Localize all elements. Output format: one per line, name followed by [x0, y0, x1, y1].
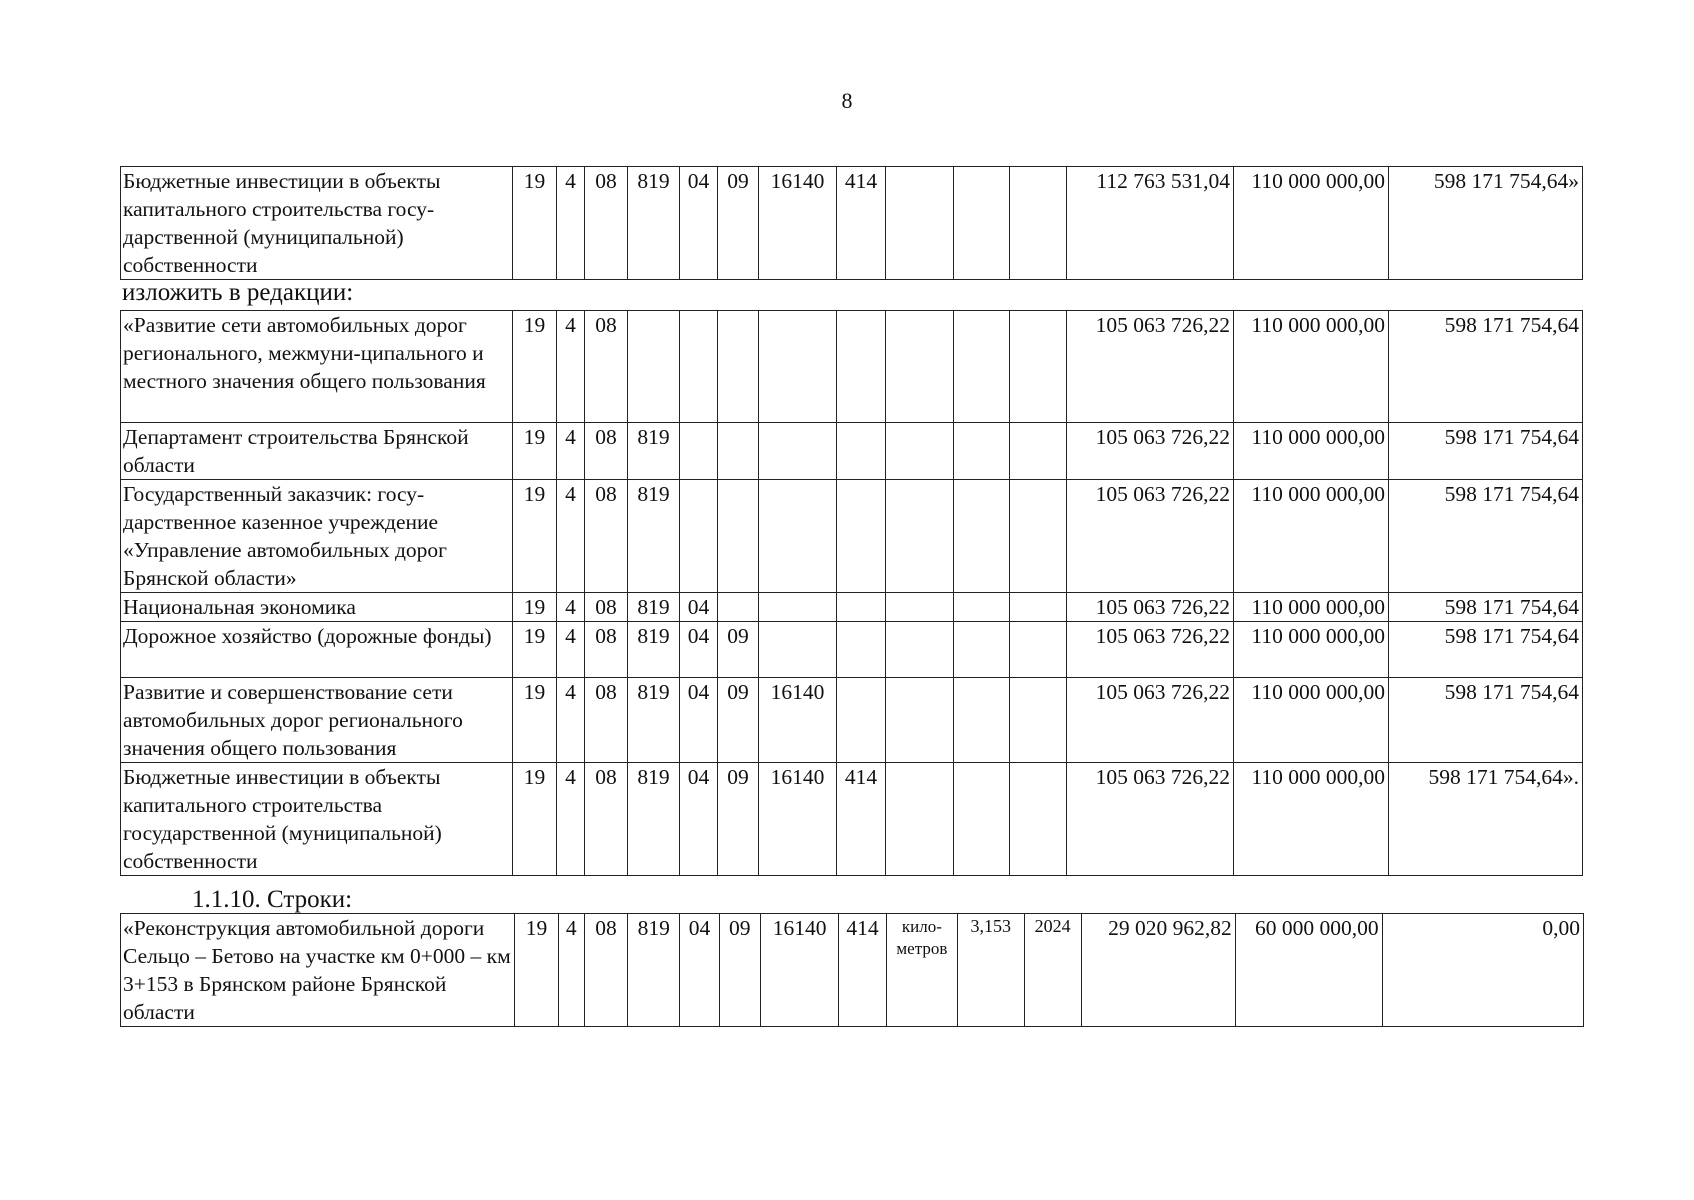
code-cell: 4: [557, 311, 585, 423]
amount-cell: 110 000 000,00: [1234, 678, 1389, 763]
code-cell: 08: [585, 311, 628, 423]
code-cell: [680, 311, 718, 423]
amount-cell: 598 171 754,64».: [1389, 763, 1583, 876]
row-name: Государственный заказчик: госу-дарственное казенное учреждение «Управление автомобильных дорог Брянской области»: [121, 480, 513, 593]
table-row: [121, 423, 1583, 480]
code-cell: [759, 423, 837, 480]
amount-cell: 0,00: [1382, 914, 1583, 1027]
amount-cell: 105 063 726,22: [1067, 763, 1234, 876]
amount-cell: 105 063 726,22: [1067, 311, 1234, 423]
code-cell: [680, 423, 718, 480]
code-cell: [954, 423, 1010, 480]
amount-cell: 110 000 000,00: [1234, 423, 1389, 480]
amount-cell: 598 171 754,64: [1389, 423, 1583, 480]
code-cell: 04: [680, 678, 718, 763]
code-cell: 4: [557, 622, 585, 678]
table-row: [121, 480, 1583, 593]
code-cell: 09: [718, 622, 759, 678]
row-name: Бюджетные инвестиции в объекты капитального строительства государственной (муниципальной) собственности: [121, 763, 513, 876]
row-name: Дорожное хозяйство (дорожные фонды): [121, 622, 513, 678]
code-cell: [1010, 311, 1067, 423]
row-name: «Реконструкция автомобильной дороги Сельцо – Бетово на участке км 0+000 – км 3+153 в Брянском районе Брянской области: [121, 914, 515, 1027]
amount-cell: 105 063 726,22: [1067, 423, 1234, 480]
amount-cell: 105 063 726,22: [1067, 622, 1234, 678]
code-cell: [1010, 167, 1067, 280]
code-cell: [954, 622, 1010, 678]
code-cell: [1010, 763, 1067, 876]
amount-cell: 598 171 754,64: [1389, 678, 1583, 763]
code-cell: [954, 167, 1010, 280]
code-cell: [718, 311, 759, 423]
budget-table-original: [120, 166, 1583, 280]
code-cell: 414: [837, 167, 886, 280]
code-cell: [680, 480, 718, 593]
code-cell: 09: [718, 167, 759, 280]
row-name: Национальная экономика: [121, 593, 513, 622]
amount-cell: 110 000 000,00: [1234, 593, 1389, 622]
code-cell: 08: [585, 678, 628, 763]
code-cell: [837, 423, 886, 480]
code-cell: 819: [628, 914, 680, 1027]
code-cell: 19: [513, 678, 557, 763]
budget-table-reconstruction: [120, 913, 1584, 1027]
code-cell: [886, 678, 954, 763]
code-cell: 819: [628, 480, 680, 593]
code-cell: 414: [837, 763, 886, 876]
row-name: Развитие и совершенствование сети автомобильных дорог регионального значения общего пользования: [121, 678, 513, 763]
table-row: [121, 593, 1583, 622]
table-row: [121, 311, 1583, 423]
code-cell: 4: [557, 678, 585, 763]
code-cell: 4: [557, 480, 585, 593]
code-cell: 04: [680, 593, 718, 622]
code-cell: 08: [585, 423, 628, 480]
row-name: Департамент строительства Брянской области: [121, 423, 513, 480]
code-cell: 19: [513, 311, 557, 423]
row-name: «Развитие сети автомобильных дорог регионального, межмуни-ципального и местного значения общего пользования: [121, 311, 513, 423]
code-cell: [886, 763, 954, 876]
code-cell: 16140: [759, 763, 837, 876]
code-cell: [759, 622, 837, 678]
code-cell: [837, 593, 886, 622]
row-name: Бюджетные инвестиции в объекты капитального строительства госу-дарственной (муниципальной) собственности: [121, 167, 513, 280]
amount-cell: 110 000 000,00: [1234, 167, 1389, 280]
code-cell: [886, 167, 954, 280]
code-cell: [1010, 480, 1067, 593]
code-cell: 19: [513, 593, 557, 622]
code-cell: [954, 480, 1010, 593]
amount-cell: 598 171 754,64: [1389, 311, 1583, 423]
amount-cell: 29 020 962,82: [1081, 914, 1235, 1027]
code-cell: [759, 311, 837, 423]
code-cell: 09: [718, 763, 759, 876]
amount-cell: 60 000 000,00: [1235, 914, 1382, 1027]
code-cell: [954, 311, 1010, 423]
code-cell: 4: [557, 167, 585, 280]
amount-cell: 110 000 000,00: [1234, 622, 1389, 678]
code-cell: 08: [585, 763, 628, 876]
code-cell: [837, 622, 886, 678]
code-cell: [886, 593, 954, 622]
code-cell: 19: [513, 167, 557, 280]
code-cell: 04: [680, 763, 718, 876]
budget-table-new-edition: [120, 310, 1583, 876]
code-cell: 819: [628, 763, 680, 876]
code-cell: кило-метров: [886, 914, 957, 1027]
amount-cell: 105 063 726,22: [1067, 678, 1234, 763]
code-cell: [718, 480, 759, 593]
amount-cell: 598 171 754,64»: [1389, 167, 1583, 280]
amount-cell: 110 000 000,00: [1234, 311, 1389, 423]
code-cell: [886, 622, 954, 678]
code-cell: [837, 311, 886, 423]
code-cell: 819: [628, 622, 680, 678]
code-cell: [954, 593, 1010, 622]
code-cell: 819: [628, 167, 680, 280]
code-cell: 16140: [760, 914, 838, 1027]
code-cell: [1010, 593, 1067, 622]
code-cell: 19: [513, 622, 557, 678]
code-cell: 19: [513, 763, 557, 876]
table-row: [121, 763, 1583, 876]
code-cell: [1010, 622, 1067, 678]
code-cell: 08: [585, 480, 628, 593]
amount-cell: 598 171 754,64: [1389, 480, 1583, 593]
code-cell: [718, 423, 759, 480]
code-cell: 4: [557, 593, 585, 622]
code-cell: 819: [628, 423, 680, 480]
amount-cell: 110 000 000,00: [1234, 763, 1389, 876]
code-cell: [1010, 678, 1067, 763]
table-row: [121, 622, 1583, 678]
code-cell: 09: [718, 678, 759, 763]
code-cell: 414: [839, 914, 886, 1027]
code-cell: 09: [719, 914, 760, 1027]
code-cell: 04: [680, 914, 719, 1027]
code-cell: [886, 480, 954, 593]
code-cell: 4: [558, 914, 584, 1027]
code-cell: 19: [513, 480, 557, 593]
amount-cell: 598 171 754,64: [1389, 593, 1583, 622]
code-cell: 19: [515, 914, 558, 1027]
code-cell: [759, 480, 837, 593]
amount-cell: 598 171 754,64: [1389, 622, 1583, 678]
code-cell: 4: [557, 763, 585, 876]
code-cell: 819: [628, 678, 680, 763]
amount-cell: 112 763 531,04: [1067, 167, 1234, 280]
table-row: [121, 678, 1583, 763]
code-cell: 16140: [759, 678, 837, 763]
edit-instruction: изложить в редакции:: [122, 279, 354, 306]
code-cell: 819: [628, 593, 680, 622]
code-cell: 2024: [1024, 914, 1081, 1027]
code-cell: [1010, 423, 1067, 480]
code-cell: [954, 763, 1010, 876]
code-cell: 04: [680, 622, 718, 678]
amount-cell: 110 000 000,00: [1234, 480, 1389, 593]
code-cell: 3,153: [958, 914, 1024, 1027]
code-cell: [837, 678, 886, 763]
code-cell: 4: [557, 423, 585, 480]
code-cell: [954, 678, 1010, 763]
code-cell: 04: [680, 167, 718, 280]
code-cell: 16140: [759, 167, 837, 280]
page-number: 8: [841, 88, 853, 113]
section-heading-lines: 1.1.10. Строки:: [192, 886, 353, 913]
table-row: [121, 167, 1583, 280]
amount-cell: 105 063 726,22: [1067, 480, 1234, 593]
code-cell: 08: [584, 914, 627, 1027]
code-cell: 19: [513, 423, 557, 480]
code-cell: [886, 423, 954, 480]
code-cell: 08: [585, 622, 628, 678]
code-cell: 08: [585, 167, 628, 280]
table-row: [121, 914, 1584, 1027]
amount-cell: 105 063 726,22: [1067, 593, 1234, 622]
code-cell: [718, 593, 759, 622]
code-cell: [628, 311, 680, 423]
code-cell: [886, 311, 954, 423]
code-cell: 08: [585, 593, 628, 622]
code-cell: [837, 480, 886, 593]
code-cell: [759, 593, 837, 622]
